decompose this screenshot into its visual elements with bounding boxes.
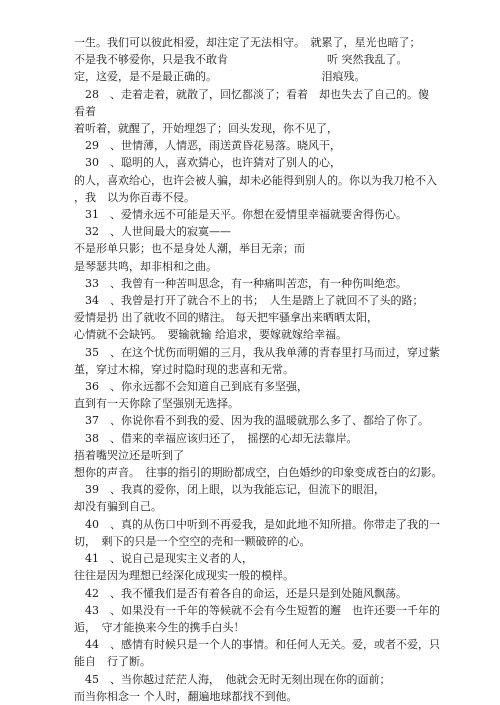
text-line: 捂着嘴哭泣还是听到了	[74, 448, 184, 462]
text-line: 而当你相念一 个人时，翻遍地球都找不到他。	[74, 689, 298, 703]
text-line: 32 、人世间最大的寂寞——	[74, 225, 231, 239]
text-line: 能自 行了断。	[74, 655, 151, 669]
text-line: 43 、如果没有一千年的等候就不会有今生短暂的邂 也许还要一千年的	[74, 603, 440, 617]
text-line: 40 、真的从伤口中听到不再爱我，是如此地不知所措。你带走了我的一	[74, 517, 440, 531]
text-line: 逅， 守才能换来今生的携手白头！	[74, 620, 245, 634]
text-line: 36 、你永远都不会知道自己到底有多坚强，	[74, 380, 308, 394]
text-line: 堇，穿过木棉，穿过时隐时现的悲喜和无常。	[74, 362, 294, 376]
text-line: 34 、我曾是打开了就合不上的书； 人生是踏上了就回不了头的路；	[74, 294, 424, 308]
text-line: 定，这爱，是不是最正确的。 泪痕残。	[74, 70, 366, 84]
text-line: ，我 以为你百毒不侵。	[74, 190, 195, 204]
text-line: 不是形单只影；也不是身处人潮，举目无亲；而	[74, 242, 305, 256]
text-line: 却没有骗到自己。	[74, 500, 162, 514]
text-line: 看着	[74, 104, 96, 118]
text-line: 心情就不会缺钙。 要输就输 给追求，要嫁就嫁给幸福。	[74, 328, 347, 342]
text-line: 是琴瑟共鸣，却非相和之曲。	[74, 259, 217, 273]
text-line: 往往是因为理想已经深化成现实一般的模样。	[74, 569, 294, 583]
text-line: 29 、世情薄，人情恶，雨送黄昏花易落。晓风干，	[74, 139, 341, 153]
text-line: 37 、你说你看不到我的爱、因为我的温暖就那么多了、都给了你了。	[74, 414, 429, 428]
text-line: 一生。我们可以彼此相爱，却注定了无法相守。 就累了，星光也暗了；	[74, 36, 421, 49]
text-line: 爱情是扔 出了就收不回的赌注。 每天把牢骚拿出来晒晒太阳，	[74, 311, 378, 325]
text-line: 38 、借来的幸福应该归还了， 摇摆的心却无法靠岸。	[74, 431, 358, 445]
text-line: 直到有一天你除了坚强别无选择。	[74, 397, 239, 411]
text-line: 想你的声音。 往事的指引的期盼都成空，白色婚纱的印象变成苍白的幻影。	[74, 466, 443, 480]
text-line: 着听着，就醒了，开始埋怨了；回头发现，你不见了，	[74, 122, 338, 136]
text-line: 33 、我曾有一种苦叫思念，有一种痛叫苦恋，有一种伤叫绝恋。	[74, 276, 407, 290]
text-line: 切， 剩下的只是一个空空的壳和一颗破碎的心。	[74, 534, 311, 548]
text-line: 28 、走着走着，就散了，回忆都淡了；看着 却也失去了自己的。傻	[74, 87, 429, 101]
text-line: 44 、感情有时候只是一个人的事情。和任何人无关。爱，或者不爱，只	[74, 638, 440, 652]
text-line: 30 、聪明的人，喜欢猜心，也许猜对了别人的心，	[74, 156, 341, 170]
text-line: 31 、爱情永远不可能是天平。你想在爱情里幸福就要舍得伤心。	[74, 208, 407, 222]
text-line: 不是我不够爱你，只是我不敢肯 听 突然我乱了。	[74, 53, 408, 67]
text-line: 39 、我真的爱你，闭上眼，以为我能忘记，但流下的眼泪，	[74, 483, 385, 497]
text-line: 42 、我不懂我们是否有着各自的命运，还是只是到处随风飘荡。	[74, 586, 407, 600]
text-line: 45 、当你越过茫茫人海， 他就会无时无刻出现在你的面前；	[74, 672, 391, 686]
text-line: 41 、说自己是现实主义者的人，	[74, 552, 253, 566]
text-line: 的人，喜欢给心，也许会被人骗，却未必能得到别人的。你以为我刀枪不入	[74, 173, 437, 187]
text-line: 35 、在这个忧伤而明媚的三月，我从我单薄的青春里打马而过，穿过紫	[74, 345, 440, 359]
